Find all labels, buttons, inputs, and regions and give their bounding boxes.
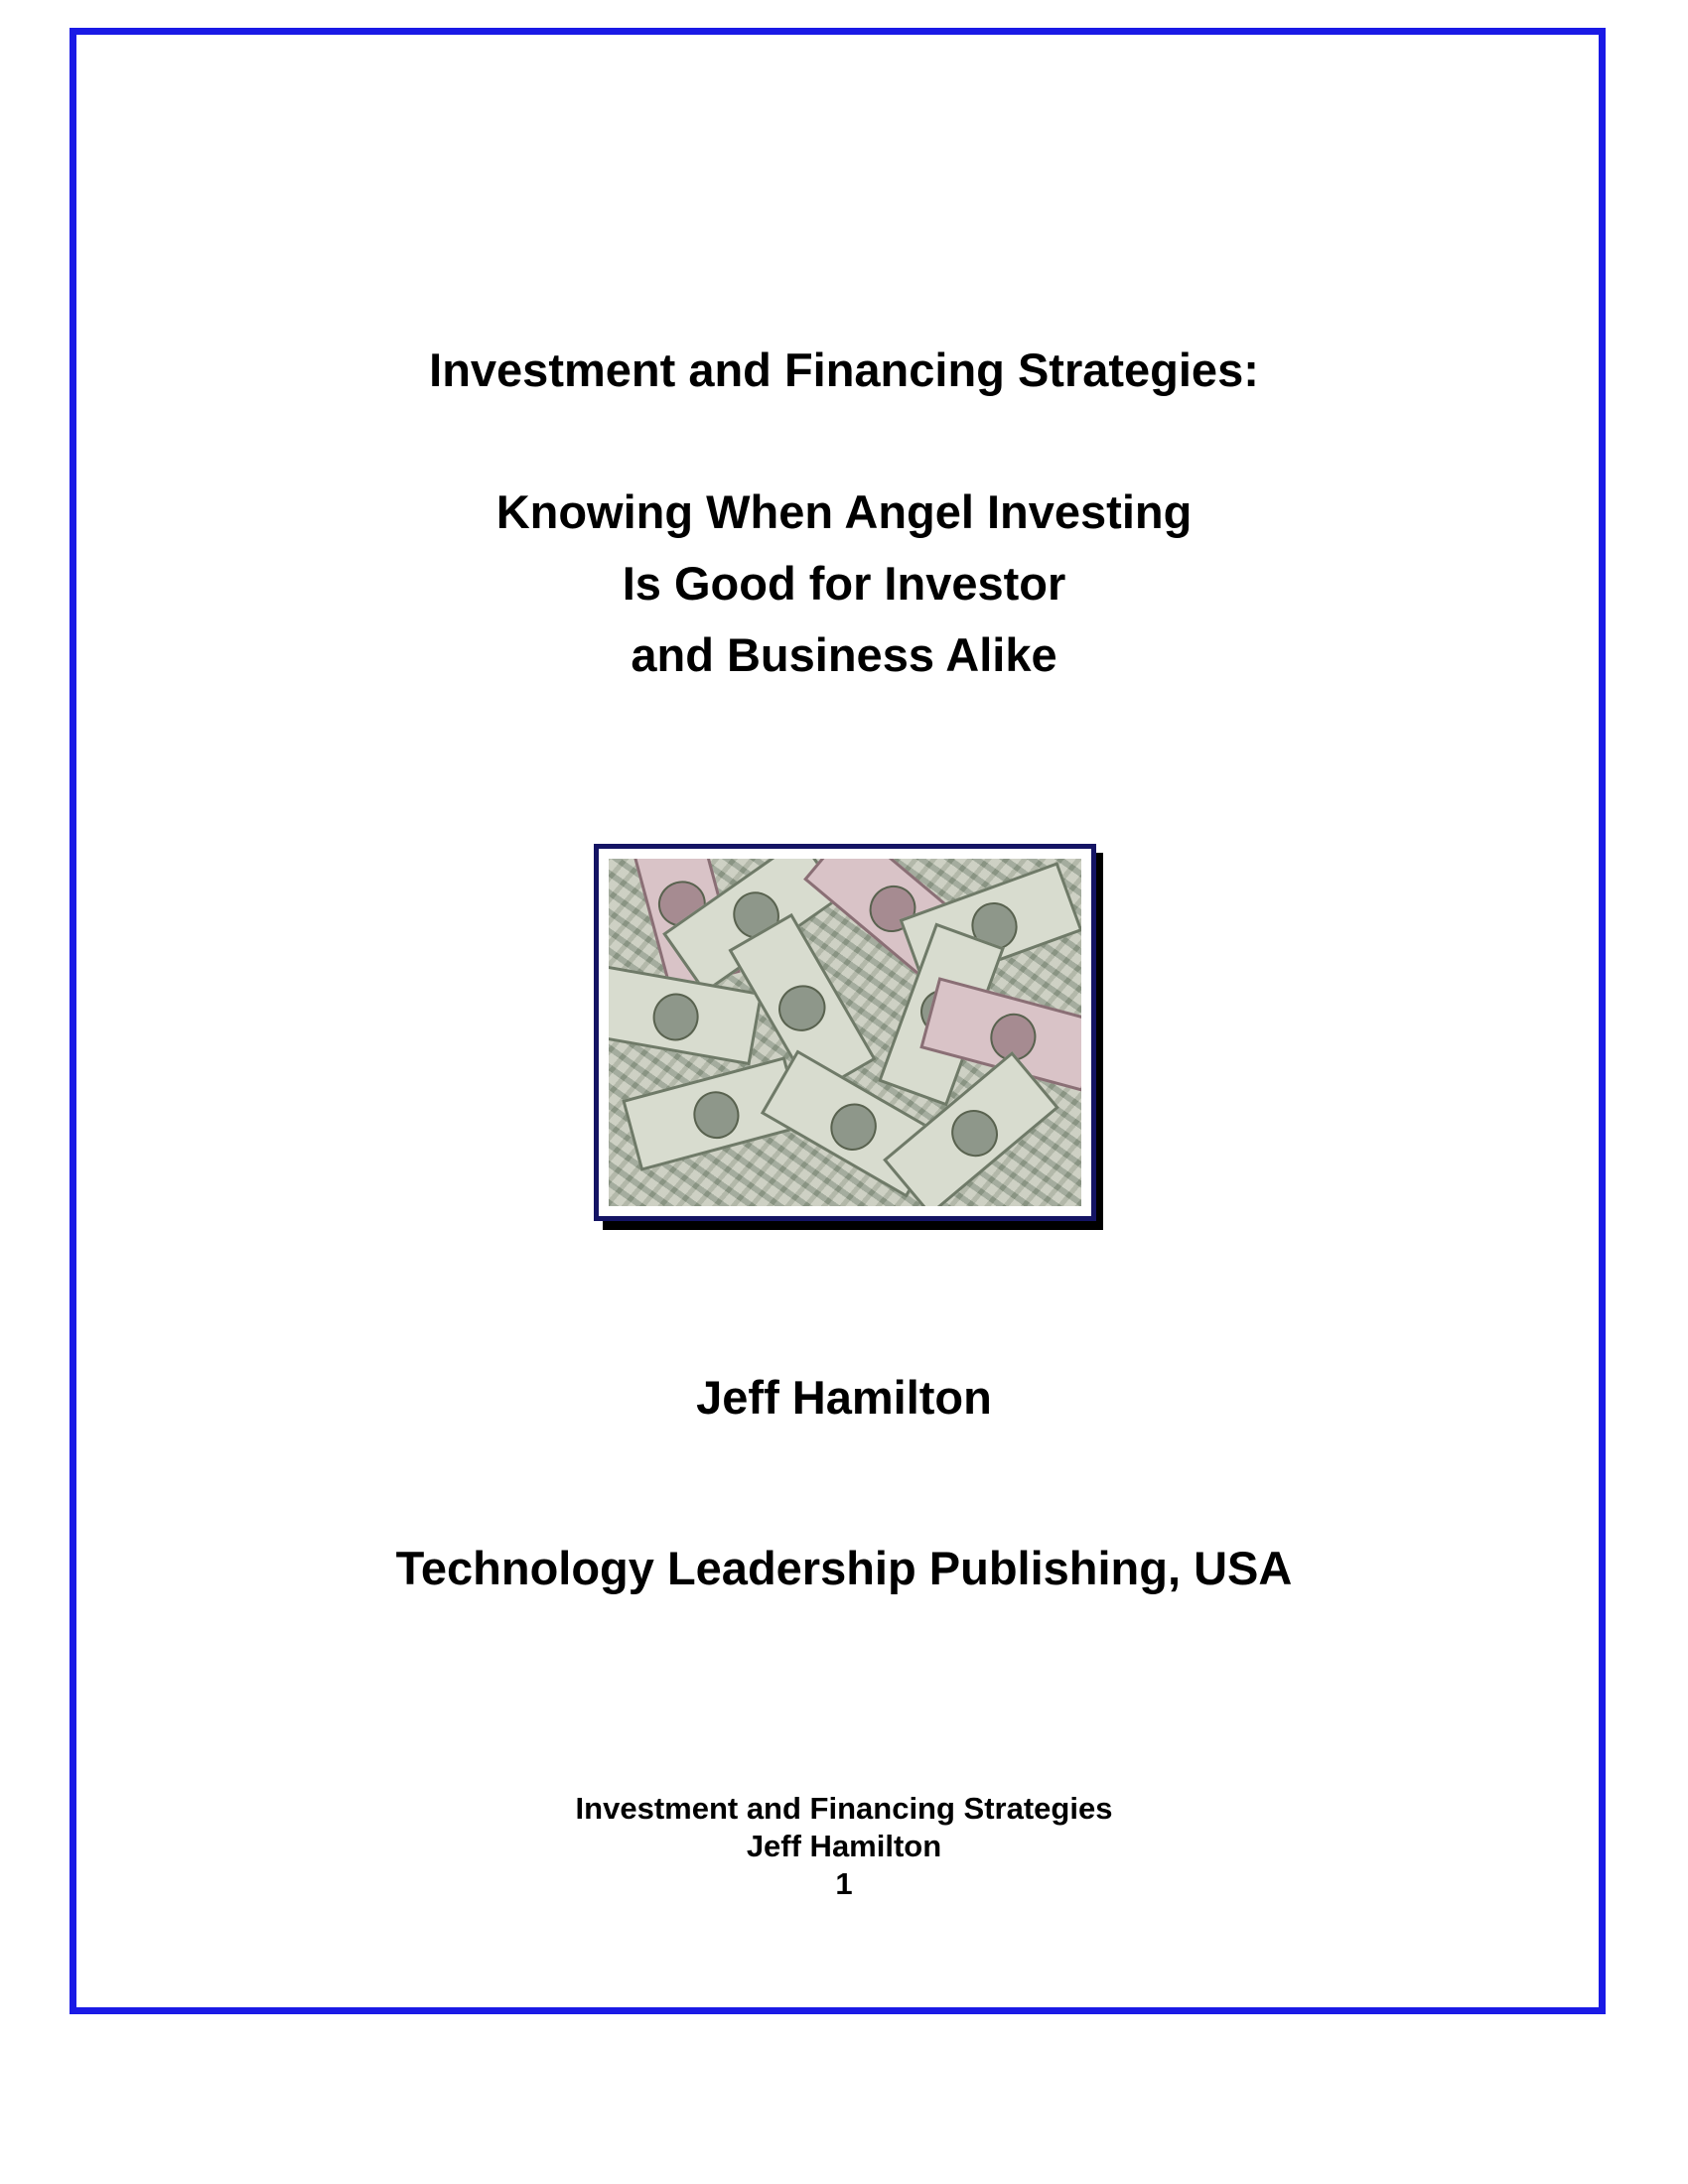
cover-subtitle-line-3: and Business Alike — [631, 628, 1057, 681]
cover-subtitle-line-1: Knowing When Angel Investing — [495, 485, 1193, 538]
cover-publisher: Technology Leadership Publishing, USA — [395, 1542, 1293, 1594]
dollar-bills-photo — [609, 859, 1081, 1206]
cover-image — [594, 844, 1096, 1221]
cover-author: Jeff Hamilton — [696, 1371, 992, 1424]
page-number: 1 — [835, 1866, 853, 1901]
footer-author: Jeff Hamilton — [746, 1829, 942, 1863]
cover-title: Investment and Financing Strategies: — [429, 343, 1259, 396]
footer-title: Investment and Financing Strategies — [575, 1791, 1113, 1826]
cover-subtitle-line-2: Is Good for Investor — [622, 557, 1066, 610]
